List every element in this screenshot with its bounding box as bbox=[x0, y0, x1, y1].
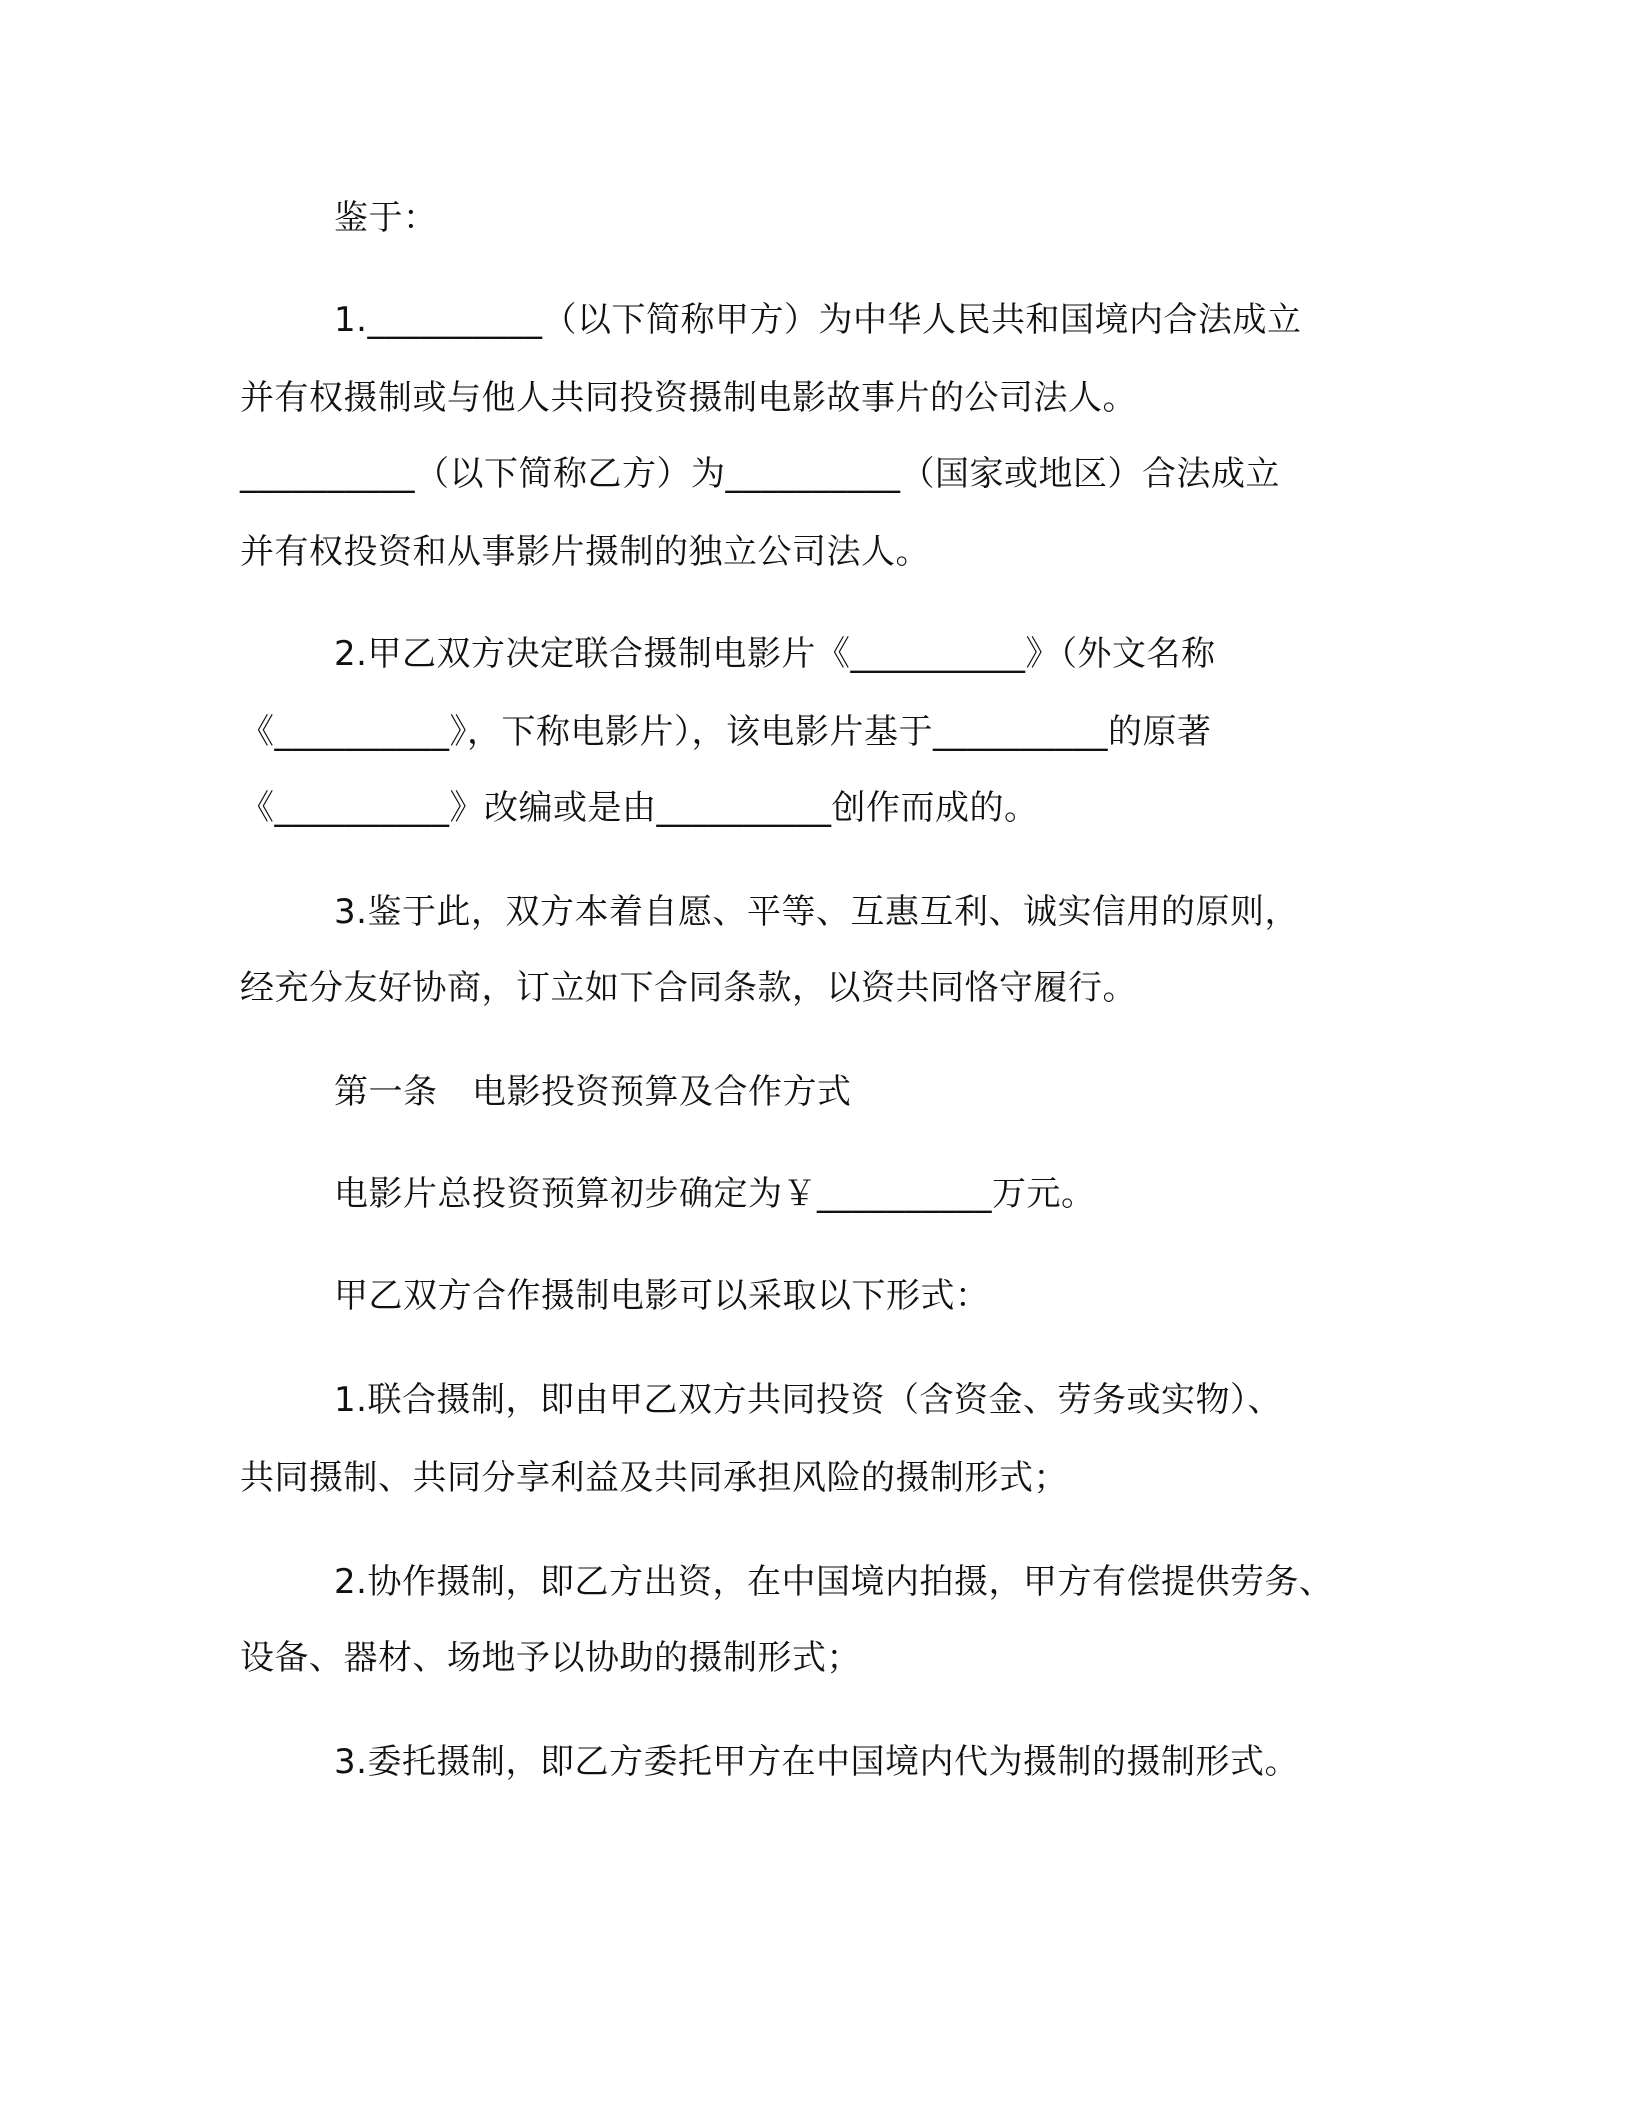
heading-whereas: 鉴于： bbox=[334, 198, 438, 238]
clause-3-line-1: 3.鉴于此，双方本着自愿、平等、互惠互利、诚实信用的原则， bbox=[334, 892, 1299, 932]
clause-1-line-3: __________（以下简称乙方）为__________（国家或地区）合法成立 bbox=[240, 454, 1280, 494]
clause-2-line-1: 2.甲乙双方决定联合摄制电影片《__________》（外文名称 bbox=[334, 634, 1216, 674]
clause-1-line-4: 并有权投资和从事影片摄制的独立公司法人。 bbox=[240, 532, 930, 572]
clause-2-line-3: 《__________》改编或是由__________创作而成的。 bbox=[240, 788, 1039, 828]
form-2-line-2: 设备、器材、场地予以协助的摄制形式； bbox=[240, 1638, 861, 1678]
form-1-line-1: 1.联合摄制，即由甲乙双方共同投资（含资金、劳务或实物）、 bbox=[334, 1380, 1282, 1420]
clause-2-line-2: 《__________》，下称电影片），该电影片基于__________的原著 bbox=[240, 712, 1212, 752]
forms-intro: 甲乙双方合作摄制电影可以采取以下形式： bbox=[334, 1276, 990, 1316]
clause-3-line-2: 经充分友好协商，订立如下合同条款，以资共同恪守履行。 bbox=[240, 968, 1137, 1008]
clause-1-line-2: 并有权摄制或与他人共同投资摄制电影故事片的公司法人。 bbox=[240, 378, 1137, 418]
form-2-line-1: 2.协作摄制，即乙方出资，在中国境内拍摄，甲方有偿提供劳务、 bbox=[334, 1562, 1334, 1602]
budget-line: 电影片总投资预算初步确定为￥__________万元。 bbox=[334, 1174, 1096, 1214]
article-1-heading: 第一条 电影投资预算及合作方式 bbox=[334, 1072, 852, 1112]
form-3-line-1: 3.委托摄制，即乙方委托甲方在中国境内代为摄制的摄制形式。 bbox=[334, 1742, 1299, 1782]
clause-1-line-1: 1.__________（以下简称甲方）为中华人民共和国境内合法成立 bbox=[334, 300, 1302, 340]
form-1-line-2: 共同摄制、共同分享利益及共同承担风险的摄制形式； bbox=[240, 1458, 1068, 1498]
